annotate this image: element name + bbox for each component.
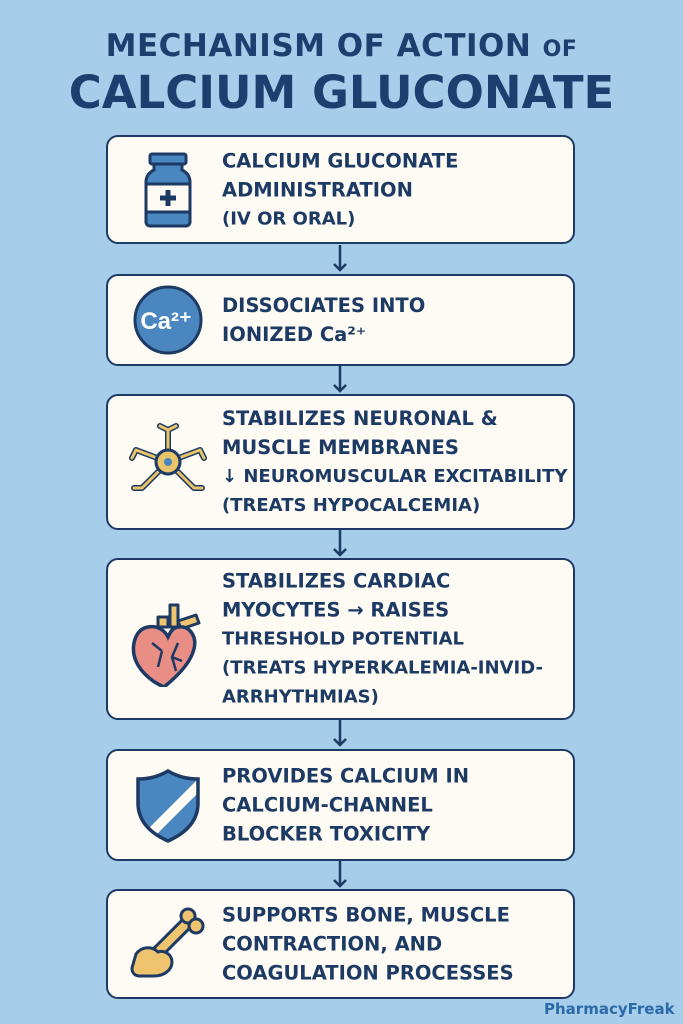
step-line: THRESHOLD POTENTIAL (222, 628, 465, 650)
step-line: CALCIUM-CHANNEL (222, 793, 433, 817)
step-subline: (TREATS HYPERKALEMIA-INVID- (222, 657, 543, 679)
step-line: COAGULATION PROCESSES (222, 961, 514, 985)
step-bone-muscle (106, 889, 575, 999)
arrow-down-icon (332, 245, 348, 273)
step-text (222, 901, 514, 988)
step-text (222, 567, 543, 712)
title-line-1 (0, 28, 683, 64)
medicine-vial-icon (128, 150, 208, 230)
step-line: IONIZED Ca²⁺ (222, 323, 367, 346)
step-text (222, 404, 567, 520)
arrow-down-icon (332, 861, 348, 889)
heart-icon (128, 591, 208, 687)
arrow-down-icon (332, 720, 348, 748)
step-subline: ↓ NEUROMUSCULAR EXCITABILITY (222, 466, 568, 487)
step-line: MUSCLE MEMBRANES (222, 436, 459, 459)
title-of: OF (542, 37, 578, 62)
step-line: BLOCKER TOXICITY (222, 822, 431, 846)
step-line: STABILIZES CARDIAC (222, 569, 451, 593)
step-dissociation (106, 274, 575, 366)
arrow-down-icon (332, 366, 348, 394)
step-cardiac (106, 558, 575, 720)
step-text (222, 146, 458, 233)
step-text (222, 762, 469, 849)
step-text (222, 291, 425, 349)
title-text: MECHANISM OF ACTION (105, 28, 532, 64)
svg-text:Ca²⁺: Ca²⁺ (140, 308, 192, 335)
step-line: PROVIDES CALCIUM IN (222, 764, 470, 788)
brand-watermark: PharmacyFreak (544, 1000, 675, 1018)
step-line: DISSOCIATES INTO (222, 294, 426, 317)
step-line: ADMINISTRATION (222, 178, 413, 201)
shield-icon (128, 765, 208, 845)
step-line: CONTRACTION, AND (222, 932, 443, 956)
step-neuronal (106, 394, 575, 530)
step-ccb-toxicity (106, 749, 575, 861)
step-subline: (IV OR ORAL) (222, 208, 356, 229)
step-line: MYOCYTES → RAISES (222, 598, 450, 622)
neuron-icon (128, 422, 208, 502)
title-line-2: CALCIUM GLUCONATE (68, 66, 615, 119)
step-subline: (TREATS HYPOCALCEMIA) (222, 495, 481, 516)
bone-muscle-icon (128, 904, 208, 984)
step-line: STABILIZES NEURONAL & (222, 407, 498, 430)
step-subline: ARRHYTHMIAS) (222, 686, 379, 708)
step-administration (106, 135, 575, 244)
step-line: CALCIUM GLUCONATE (222, 149, 459, 172)
step-line: SUPPORTS BONE, MUSCLE (222, 903, 510, 927)
calcium-ion-icon (128, 280, 208, 360)
arrow-down-icon (332, 530, 348, 558)
